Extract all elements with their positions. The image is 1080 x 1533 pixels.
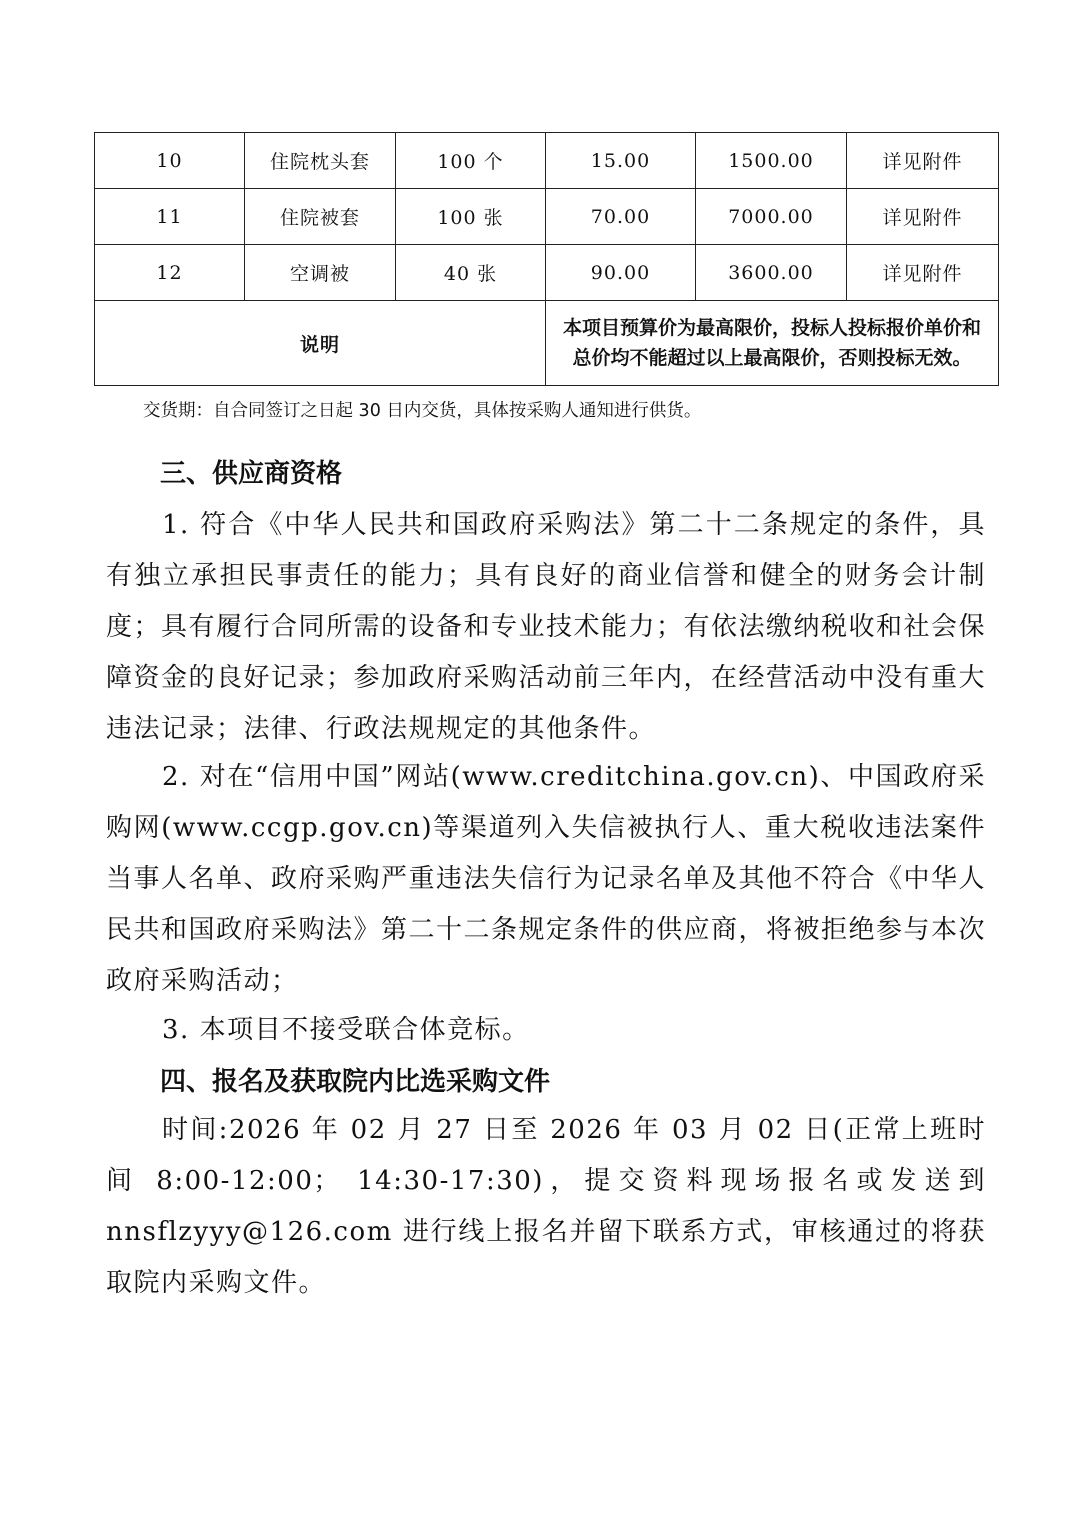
cell-no: 12 (95, 245, 245, 301)
note-label: 说明 (95, 301, 546, 386)
items-table (94, 132, 999, 386)
cell-unit-price: 15.00 (546, 133, 696, 189)
cell-unit-price: 90.00 (546, 245, 696, 301)
registration-paragraph: 时间:2026 年 02 月 27 日至 2026 年 03 月 02 日(正常上班时间 8:00-12:00； 14:30-17:30)，提交资料现场报名或发送到 nnsflzyyy@126.com 进行线上报名并留下联系方式，审核通过的将获取院内采购文件。 (106, 1115, 986, 1298)
cell-spec: 详见附件 (847, 133, 999, 189)
section-heading-registration: 四、报名及获取院内比选采购文件 (160, 1067, 551, 1097)
section-heading-supplier-qualification: 三、供应商资格 (160, 459, 343, 489)
cell-no: 10 (95, 133, 245, 189)
table-row (95, 133, 999, 189)
cell-name: 空调被 (245, 245, 396, 301)
note-text: 本项目预算价为最高限价，投标人投标报价单价和总价均不能超过以上最高限价，否则投标无效。 (546, 301, 999, 386)
qualification-paragraph-2: 2. 对在“信用中国”网站(www.creditchina.gov.cn)、中国政府采购网(www.ccgp.gov.cn)等渠道列入失信被执行人、重大税收违法案件当事人名单、政府采购严重违法失信行为记录名单及其他不符合《中华人民共和国政府采购法》第二十二条规定条件的供应商，将被拒绝参与本次政府采购活动； (106, 762, 987, 996)
table-row (95, 245, 999, 301)
cell-name: 住院被套 (245, 189, 396, 245)
delivery-note: 交货期：自合同签订之日起 30 日内交货，具体按采购人通知进行供货。 (143, 401, 702, 421)
qualification-paragraph-3: 3. 本项目不接受联合体竞标。 (162, 1015, 530, 1045)
qualification-paragraph-1: 1. 符合《中华人民共和国政府采购法》第二十二条规定的条件，具有独立承担民事责任的能力；具有良好的商业信誉和健全的财务会计制度；具有履行合同所需的设备和专业技术能力；有依法缴纳税收和社会保障资金的良好记录；参加政府采购活动前三年内，在经营活动中没有重大违法记录；法律、行政法规规定的其他条件。 (106, 510, 987, 744)
cell-total: 1500.00 (696, 133, 847, 189)
cell-unit-price: 70.00 (546, 189, 696, 245)
cell-no: 11 (95, 189, 245, 245)
cell-spec: 详见附件 (847, 189, 999, 245)
table-row (95, 189, 999, 245)
cell-qty: 100 张 (396, 189, 546, 245)
note-row (95, 301, 999, 386)
cell-qty: 40 张 (396, 245, 546, 301)
cell-spec: 详见附件 (847, 245, 999, 301)
cell-total: 3600.00 (696, 245, 847, 301)
cell-qty: 100 个 (396, 133, 546, 189)
cell-name: 住院枕头套 (245, 133, 396, 189)
cell-total: 7000.00 (696, 189, 847, 245)
